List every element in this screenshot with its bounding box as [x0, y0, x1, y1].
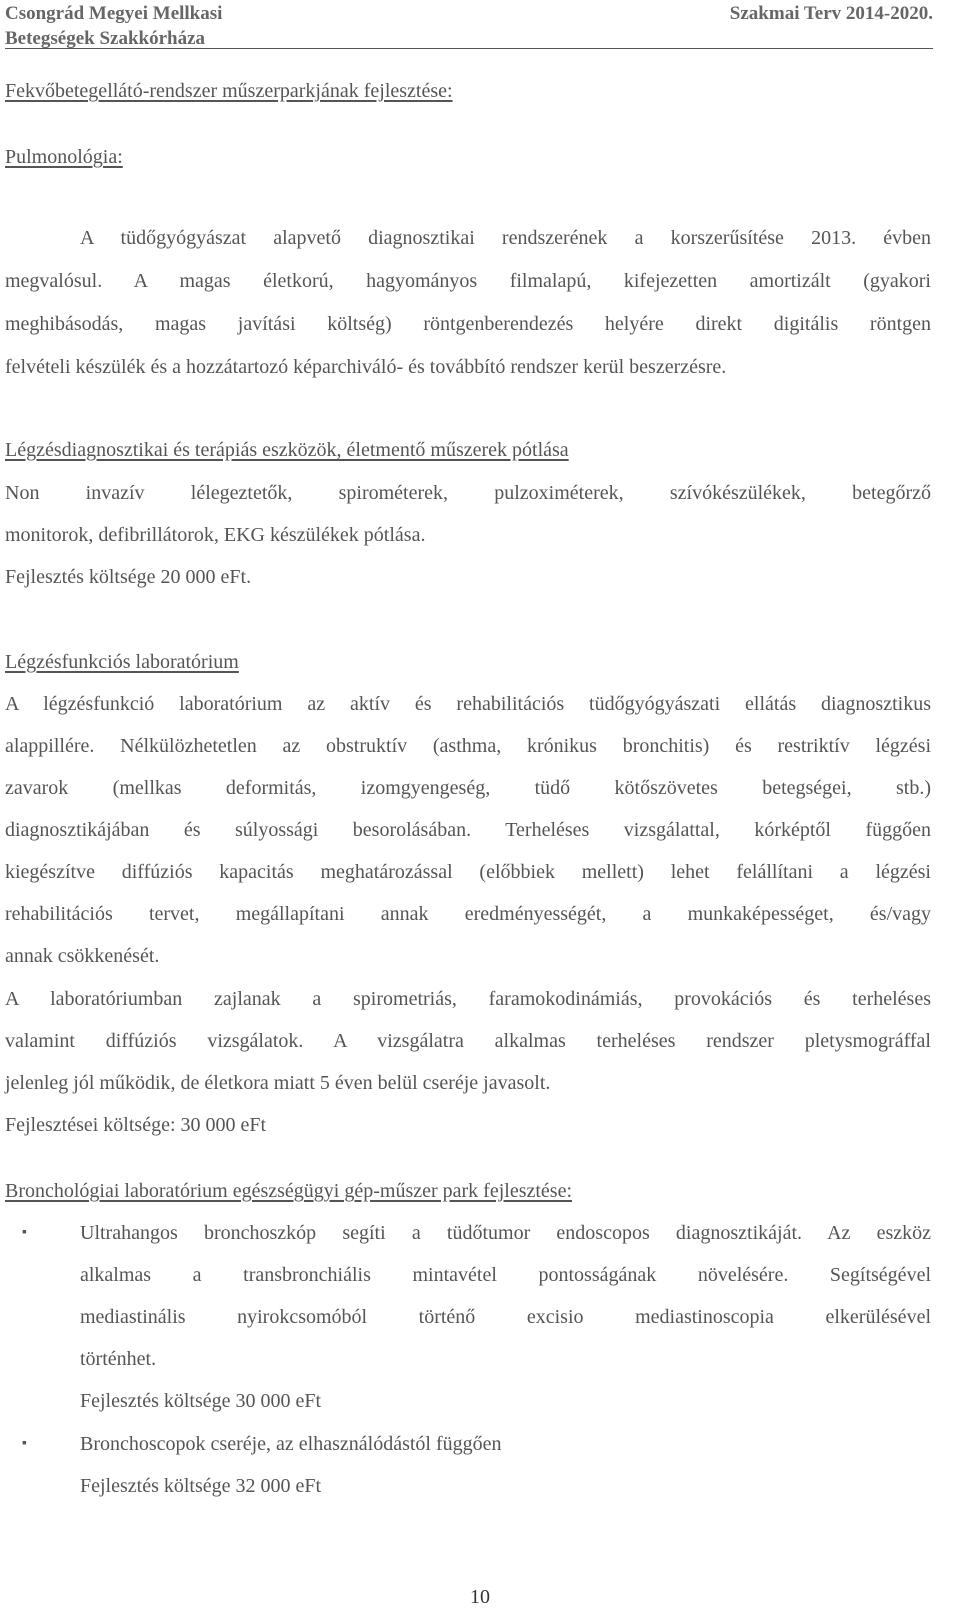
- plan-title: Szakmai Terv 2014-2020.: [729, 3, 933, 24]
- bullet-line: mediastinális nyirokcsomóból történő excisio mediastinoscopia elkerülésével: [80, 1306, 931, 1328]
- paragraph-line: kiegészítve diffúziós kapacitás meghatározással (előbbiek mellett) lehet felállítani a légzési: [5, 861, 931, 883]
- paragraph-line: jelenleg jól működik, de életkora miatt 5 éven belül cseréje javasolt.: [5, 1072, 551, 1094]
- paragraph-line: annak csökkenését.: [5, 945, 160, 967]
- block-heading-bronchology-lab: Bronchológiai laboratórium egészségügyi gép-műszer park fejlesztése:: [5, 1180, 573, 1202]
- intro-line: A tüdőgyógyászat alapvető diagnosztikai rendszerének a korszerűsítése 2013. évben: [80, 227, 931, 249]
- cost-line: Fejlesztés költsége 20 000 eFt.: [5, 566, 252, 588]
- bullet-line: Bronchoscopok cseréje, az elhasználódástól függően: [80, 1433, 502, 1455]
- bullet-line: történhet.: [80, 1348, 157, 1370]
- block-heading-lung-function-lab: Légzésfunkciós laboratórium: [5, 651, 239, 673]
- cost-line: Fejlesztés költsége 30 000 eFt: [80, 1390, 322, 1412]
- paragraph-line: monitorok, defibrillátorok, EKG készülékek pótlása.: [5, 524, 426, 546]
- bullet-line: Ultrahangos bronchoszkóp segíti a tüdőtumor endoscopos diagnosztikáját. Az eszköz: [80, 1222, 931, 1244]
- paragraph-line: rehabilitációs tervet, megállapítani annak eredményességét, a munkaképességet, és/vagy: [5, 903, 931, 925]
- block-heading-respiratory-devices: Légzésdiagnosztikai és terápiás eszközök, életmentő műszerek pótlása: [5, 439, 569, 461]
- paragraph-line: alappillére. Nélkülözhetetlen az obstruktív (asthma, krónikus bronchitis) és restriktív légzési: [5, 735, 931, 757]
- intro-line: felvételi készülék és a hozzátartozó képarchiváló- és továbbító rendszer kerül beszerzésre.: [5, 356, 727, 378]
- paragraph-line: zavarok (mellkas deformitás, izomgyengeség, tüdő kötőszövetes betegségei, stb.): [5, 777, 931, 799]
- paragraph-line: A laboratóriumban zajlanak a spirometriás, faramokodinámiás, provokációs és terheléses: [5, 988, 931, 1010]
- section-title: Fekvőbetegellátó-rendszer műszerparkjának fejlesztése:: [5, 80, 453, 102]
- bullet-marker: ▪: [22, 1436, 27, 1451]
- intro-line: meghibásodás, magas javítási költség) röntgenberendezés helyére direkt digitális röntgen: [5, 313, 931, 335]
- subsection-title: Pulmonológia:: [5, 146, 123, 168]
- bullet-line: alkalmas a transbronchiális mintavétel pontosságának növelésére. Segítségével: [80, 1264, 931, 1286]
- bullet-marker: ▪: [22, 1225, 27, 1240]
- intro-line: megvalósul. A magas életkorú, hagyományos filmalapú, kifejezetten amortizált (gyakori: [5, 270, 931, 292]
- cost-line: Fejlesztés költsége 32 000 eFt: [80, 1475, 322, 1497]
- paragraph-line: Non invazív lélegeztetők, spirométerek, pulzoximéterek, szívókészülékek, betegőrző: [5, 482, 931, 504]
- page-header: [5, 0, 933, 49]
- paragraph-line: valamint diffúziós vizsgálatok. A vizsgálatra alkalmas terheléses rendszer pletysmográffal: [5, 1030, 931, 1052]
- cost-line: Fejlesztései költsége: 30 000 eFt: [5, 1114, 267, 1136]
- paragraph-line: A légzésfunkció laboratórium az aktív és rehabilitációs tüdőgyógyászati ellátás diagnosztikus: [5, 693, 931, 715]
- page-number: 10: [470, 1586, 490, 1608]
- institution-name: Csongrád Megyei Mellkasi Betegségek Szakkórháza: [5, 3, 223, 49]
- paragraph-line: diagnosztikájában és súlyossági besorolásában. Terheléses vizsgálattal, kórképtől függően: [5, 819, 931, 841]
